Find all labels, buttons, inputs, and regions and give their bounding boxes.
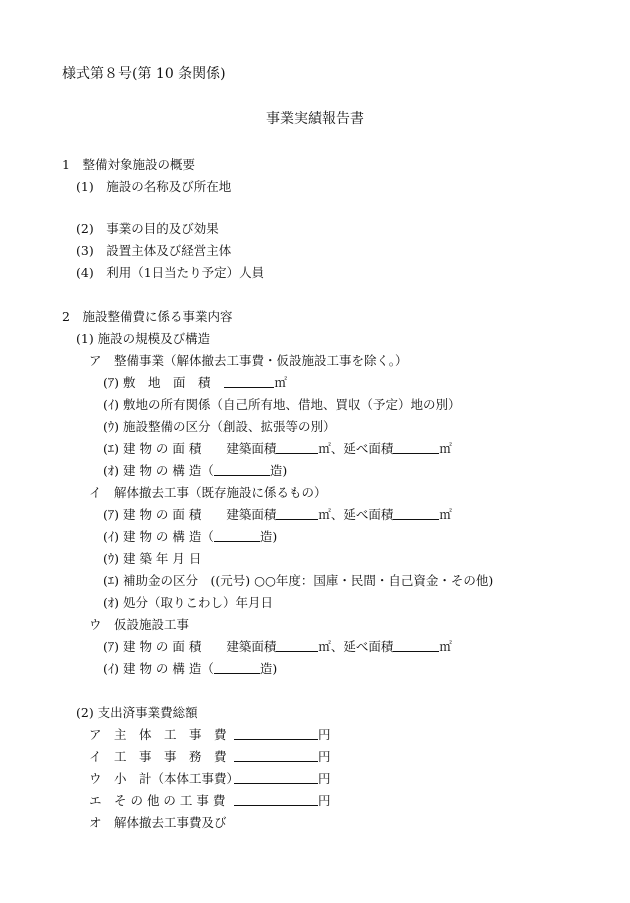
structure-suffix: 造) bbox=[259, 529, 278, 544]
building-area-blank bbox=[276, 441, 318, 454]
total-area-caption: ㎡、延べ面積 bbox=[318, 507, 394, 522]
site-area-label: (ｱ) 敷 地 面 積 bbox=[103, 375, 211, 390]
cost-label: ウ 小 計（本体工事費） bbox=[89, 771, 240, 786]
cost-row bbox=[89, 793, 331, 809]
cost-row bbox=[89, 771, 331, 787]
yen-unit: 円 bbox=[318, 727, 331, 742]
cost-blank bbox=[234, 793, 318, 806]
section2-sub2-heading: (2) 支出済事業費総額 bbox=[76, 705, 198, 720]
building-structure-blank bbox=[214, 661, 260, 674]
building-structure-blank bbox=[214, 463, 270, 476]
sub-u-heading: ウ 仮設施設工事 bbox=[89, 617, 190, 632]
building-area-blank bbox=[276, 639, 318, 652]
building-area-caption: 建築面積 bbox=[226, 441, 277, 456]
site-area-blank bbox=[224, 375, 274, 388]
building-structure-row-u bbox=[103, 661, 277, 677]
cost-row-last: オ 解体撤去工事費及び bbox=[89, 815, 227, 830]
structure-suffix: 造) bbox=[259, 661, 278, 676]
cost-label: エ そ の 他 の 工 事 費 bbox=[89, 793, 226, 808]
sub-a-heading: ア 整備事業（解体撤去工事費・仮設施設工事を除く。） bbox=[89, 353, 408, 368]
cost-blank bbox=[234, 749, 318, 762]
building-structure-blank bbox=[214, 529, 260, 542]
unit-sqm: ㎡ bbox=[439, 441, 452, 456]
unit-sqm: ㎡ bbox=[274, 375, 287, 390]
total-area-caption: ㎡、延べ面積 bbox=[318, 441, 394, 456]
building-structure-label: (ｲ) 建 物 の 構 造（ bbox=[103, 529, 214, 544]
form-number: 様式第８号(第 10 条関係) bbox=[62, 66, 226, 82]
disposal-date: (ｵ) 処分（取りこわし）年月日 bbox=[103, 595, 273, 610]
building-area-label: (ｱ) 建 物 の 面 積 bbox=[103, 507, 202, 522]
section2-heading: 2 施設整備費に係る事業内容 bbox=[62, 309, 233, 324]
building-area-row-u bbox=[103, 639, 452, 655]
structure-suffix: 造) bbox=[269, 463, 288, 478]
sub-i-heading: イ 解体撤去工事（既存施設に係るもの） bbox=[89, 485, 327, 500]
building-structure-row-i bbox=[103, 529, 277, 545]
cost-blank bbox=[234, 771, 318, 784]
unit-sqm: ㎡ bbox=[439, 507, 452, 522]
building-area-label: (ｴ) 建 物 の 面 積 bbox=[103, 441, 202, 456]
total-area-blank bbox=[393, 507, 439, 520]
cost-row bbox=[89, 727, 331, 743]
building-area-caption: 建築面積 bbox=[226, 639, 277, 654]
cost-row bbox=[89, 749, 331, 765]
section1-item-2: (2) 事業の目的及び効果 bbox=[76, 221, 219, 236]
section1-heading: 1 整備対象施設の概要 bbox=[62, 157, 195, 172]
building-area-caption: 建築面積 bbox=[226, 507, 277, 522]
site-area-row bbox=[103, 375, 287, 391]
building-area-row-a bbox=[103, 441, 452, 457]
building-area-row-i bbox=[103, 507, 452, 523]
building-area-label: (ｱ) 建 物 の 面 積 bbox=[103, 639, 202, 654]
cost-label: ア 主 体 工 事 費 bbox=[89, 727, 227, 742]
total-area-caption: ㎡、延べ面積 bbox=[318, 639, 394, 654]
section2-sub1-heading: (1) 施設の規模及び構造 bbox=[76, 331, 211, 346]
total-area-blank bbox=[393, 639, 439, 652]
cost-blank bbox=[234, 727, 318, 740]
cost-label: イ 工 事 事 務 費 bbox=[89, 749, 227, 764]
yen-unit: 円 bbox=[318, 793, 331, 808]
document-title: 事業実績報告書 bbox=[266, 111, 364, 127]
year-built: (ｳ) 建 築 年 月 日 bbox=[103, 551, 202, 566]
yen-unit: 円 bbox=[318, 771, 331, 786]
unit-sqm: ㎡ bbox=[439, 639, 452, 654]
land-ownership: (ｲ) 敷地の所有関係（自己所有地、借地、買収（予定）地の別） bbox=[103, 397, 461, 412]
building-area-blank bbox=[276, 507, 318, 520]
subsidy-category: (ｴ) 補助金の区分 ((元号) ○○年度：国庫・民間・自己資金・その他) bbox=[103, 573, 494, 588]
total-area-blank bbox=[393, 441, 439, 454]
building-structure-label: (ｲ) 建 物 の 構 造（ bbox=[103, 661, 214, 676]
section1-item-1: (1) 施設の名称及び所在地 bbox=[76, 179, 232, 194]
section1-item-3: (3) 設置主体及び経営主体 bbox=[76, 243, 232, 258]
building-structure-row-a bbox=[103, 463, 287, 479]
section1-item-4: (4) 利用（1日当たり予定）人員 bbox=[76, 265, 265, 280]
building-structure-label: (ｵ) 建 物 の 構 造（ bbox=[103, 463, 214, 478]
facility-category: (ｳ) 施設整備の区分（創設、拡張等の別） bbox=[103, 419, 336, 434]
yen-unit: 円 bbox=[318, 749, 331, 764]
